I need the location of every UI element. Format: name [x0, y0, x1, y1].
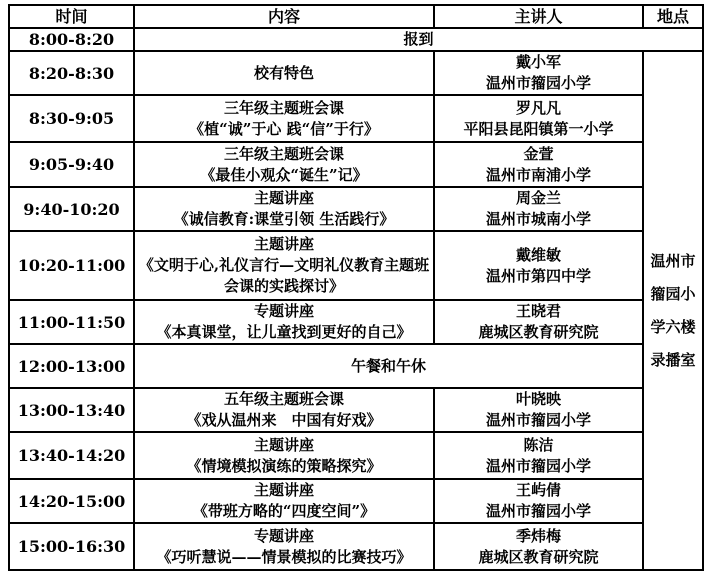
content-line: 主题讲座 — [253, 435, 314, 454]
content-line: 三年级主题班会课 — [223, 144, 344, 163]
speaker-school: 温州市籀园小学 — [485, 411, 591, 429]
table-row — [9, 142, 703, 187]
speaker-name: 金萱 — [523, 144, 554, 163]
table-row — [9, 388, 703, 432]
speaker-cell — [434, 479, 643, 523]
content-title: 《情境模拟演练的策略探究》 — [186, 456, 382, 475]
table-row — [9, 432, 703, 479]
speaker-name: 戴维敏 — [515, 245, 561, 264]
merged-cell-checkin: 报到 — [134, 28, 703, 51]
content-line: 专题讲座 — [253, 526, 314, 545]
speaker-name: 周金兰 — [515, 189, 561, 207]
table-row — [9, 231, 703, 300]
time-cell: 11:00-11:50 — [9, 300, 134, 344]
location-text: 学六楼 — [650, 317, 696, 336]
content-title: 《最佳小观众“诞生”记》 — [200, 165, 368, 184]
speaker-school: 鹿城区教育研究院 — [478, 323, 599, 341]
speaker-school: 温州市籀园小学 — [485, 456, 591, 475]
time-cell: 10:20-11:00 — [9, 231, 134, 300]
speaker-name: 王屿倩 — [515, 481, 561, 499]
content-line: 三年级主题班会课 — [223, 98, 344, 117]
content-title: 《带班方略的“四度空间”》 — [192, 502, 376, 520]
header-time: 时间 — [9, 5, 134, 28]
time-cell: 8:00-8:20 — [9, 28, 134, 51]
content-title: 《本真课堂，让儿童找到更好的自己》 — [156, 323, 412, 341]
content-cell — [134, 142, 434, 187]
content-title: 《戏从温州来 中国有好戏》 — [186, 411, 382, 429]
content-cell — [134, 187, 434, 231]
header-row — [9, 5, 703, 28]
speaker-cell — [434, 388, 643, 432]
content-cell — [134, 300, 434, 344]
content-title: 《诚信教育:课堂引领 生活践行》 — [173, 210, 395, 228]
content-title: 《巧听慧说——情景模拟的比赛技巧》 — [156, 547, 412, 566]
speaker-name: 陈洁 — [523, 435, 554, 454]
content-line: 主题讲座 — [253, 481, 314, 499]
content-cell — [134, 51, 434, 95]
location-text: 录播室 — [650, 350, 696, 369]
speaker-cell — [434, 523, 643, 570]
content-title: 《植“诚”于心 践“信”于行》 — [189, 119, 379, 138]
table-row — [9, 479, 703, 523]
speaker-name: 季炜梅 — [515, 526, 561, 545]
schedule-table — [8, 4, 704, 571]
speaker-school: 温州市城南小学 — [485, 210, 591, 228]
header-content: 内容 — [134, 5, 434, 28]
speaker-name: 王晓君 — [515, 302, 561, 320]
table-row — [9, 95, 703, 142]
time-cell: 14:20-15:00 — [9, 479, 134, 523]
content-cell — [134, 95, 434, 142]
speaker-name: 戴小军 — [515, 53, 561, 71]
table-row — [9, 523, 703, 570]
table-row — [9, 344, 703, 388]
speaker-school: 平阳县昆阳镇第一小学 — [463, 119, 614, 138]
time-cell: 8:20-8:30 — [9, 51, 134, 95]
speaker-school: 温州市籀园小学 — [485, 502, 591, 520]
table-row — [9, 51, 703, 95]
speaker-school: 温州市第四中学 — [485, 266, 591, 285]
time-cell: 9:40-10:20 — [9, 187, 134, 231]
content-cell — [134, 432, 434, 479]
speaker-school: 鹿城区教育研究院 — [478, 547, 599, 566]
content-cell — [134, 479, 434, 523]
header-speaker: 主讲人 — [434, 5, 643, 28]
speaker-school: 温州市籀园小学 — [485, 74, 591, 92]
speaker-cell — [434, 142, 643, 187]
table-row — [9, 300, 703, 344]
table-row — [9, 187, 703, 231]
time-cell: 13:00-13:40 — [9, 388, 134, 432]
location-text: 温州市 — [650, 251, 696, 270]
content-cell — [134, 231, 434, 300]
table-row — [9, 28, 703, 51]
content-line: 五年级主题班会课 — [223, 390, 344, 408]
time-cell: 9:05-9:40 — [9, 142, 134, 187]
time-cell: 12:00-13:00 — [9, 344, 134, 388]
location-cell — [643, 51, 703, 570]
time-cell: 15:00-16:30 — [9, 523, 134, 570]
speaker-cell — [434, 300, 643, 344]
speaker-name: 罗凡凡 — [515, 98, 561, 117]
speaker-cell — [434, 231, 643, 300]
speaker-cell — [434, 432, 643, 479]
speaker-cell — [434, 51, 643, 95]
speaker-name: 叶晓映 — [515, 390, 561, 408]
speaker-school: 温州市南浦小学 — [485, 165, 591, 184]
content-line: 专题讲座 — [253, 302, 314, 320]
header-location: 地点 — [643, 5, 703, 28]
speaker-cell — [434, 95, 643, 142]
content-title: 《文明于心,礼仪言行—文明礼仪教育主题班会课的实践探讨》 — [138, 256, 430, 295]
speaker-cell — [434, 187, 643, 231]
merged-cell-lunch: 午餐和午休 — [134, 344, 643, 388]
time-cell: 8:30-9:05 — [9, 95, 134, 142]
content-line: 主题讲座 — [253, 235, 314, 253]
content-line: 主题讲座 — [253, 189, 314, 207]
location-text: 籀园小 — [650, 284, 696, 303]
content-cell — [134, 523, 434, 570]
time-cell: 13:40-14:20 — [9, 432, 134, 479]
content-line: 校有特色 — [253, 63, 314, 82]
content-cell — [134, 388, 434, 432]
